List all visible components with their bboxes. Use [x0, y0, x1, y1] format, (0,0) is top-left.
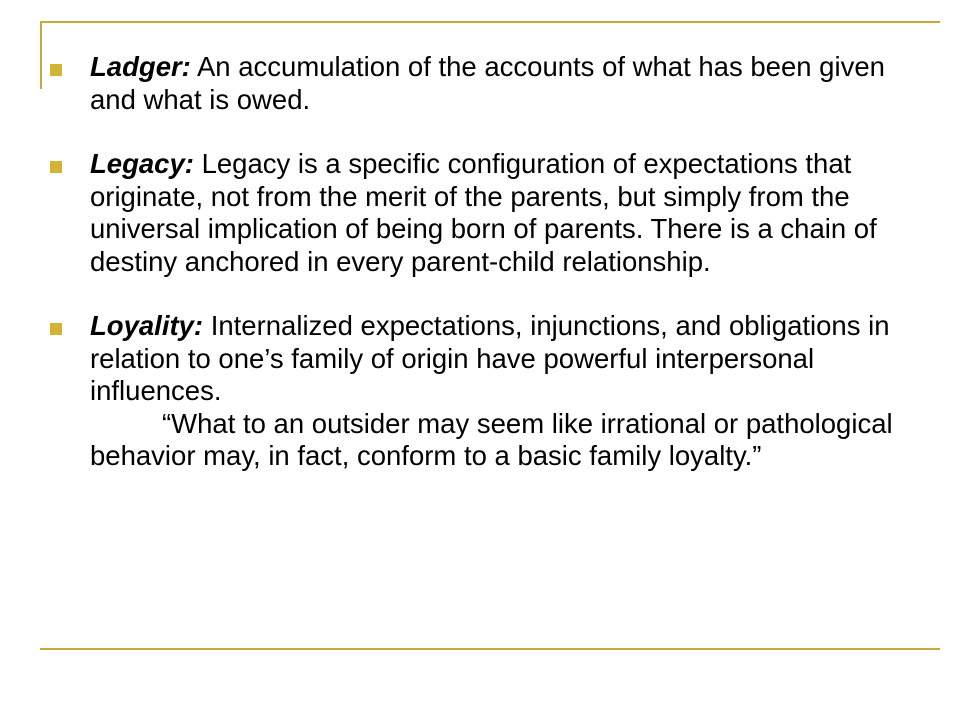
- loyalty-quote: “What to an outsider may seem like irrational or pathological behavior may, in fact, conform to a basic family loyalty.”: [90, 407, 893, 471]
- definition-legacy: Legacy is a specific configuration of expectations that originate, not from the merit of the parents, but simply from the universal implication of being born of parents. There is a chain of destiny anchored in every parent-child relationship.: [90, 148, 877, 277]
- definition-loyality: Internalized expectations, injunctions, and obligations in relation to one’s family of origin have powerful interpersonal influences.: [90, 310, 890, 406]
- square-bullet-icon: [50, 161, 62, 173]
- square-bullet-icon: [50, 64, 62, 76]
- bullet-list: [48, 51, 908, 505]
- bullet-item-ladger: [48, 51, 908, 116]
- term-loyality: Loyality:: [90, 310, 204, 341]
- definition-ladger: An accumulation of the accounts of what has been given and what is owed.: [90, 51, 885, 115]
- square-bullet-icon: [50, 323, 62, 335]
- left-rule: [40, 21, 42, 89]
- bullet-item-loyality: [48, 310, 908, 473]
- term-legacy: Legacy:: [90, 148, 194, 179]
- bullet-item-legacy: [48, 148, 908, 278]
- top-rule: [40, 21, 940, 23]
- bottom-rule: [40, 648, 940, 650]
- term-ladger: Ladger:: [90, 51, 191, 82]
